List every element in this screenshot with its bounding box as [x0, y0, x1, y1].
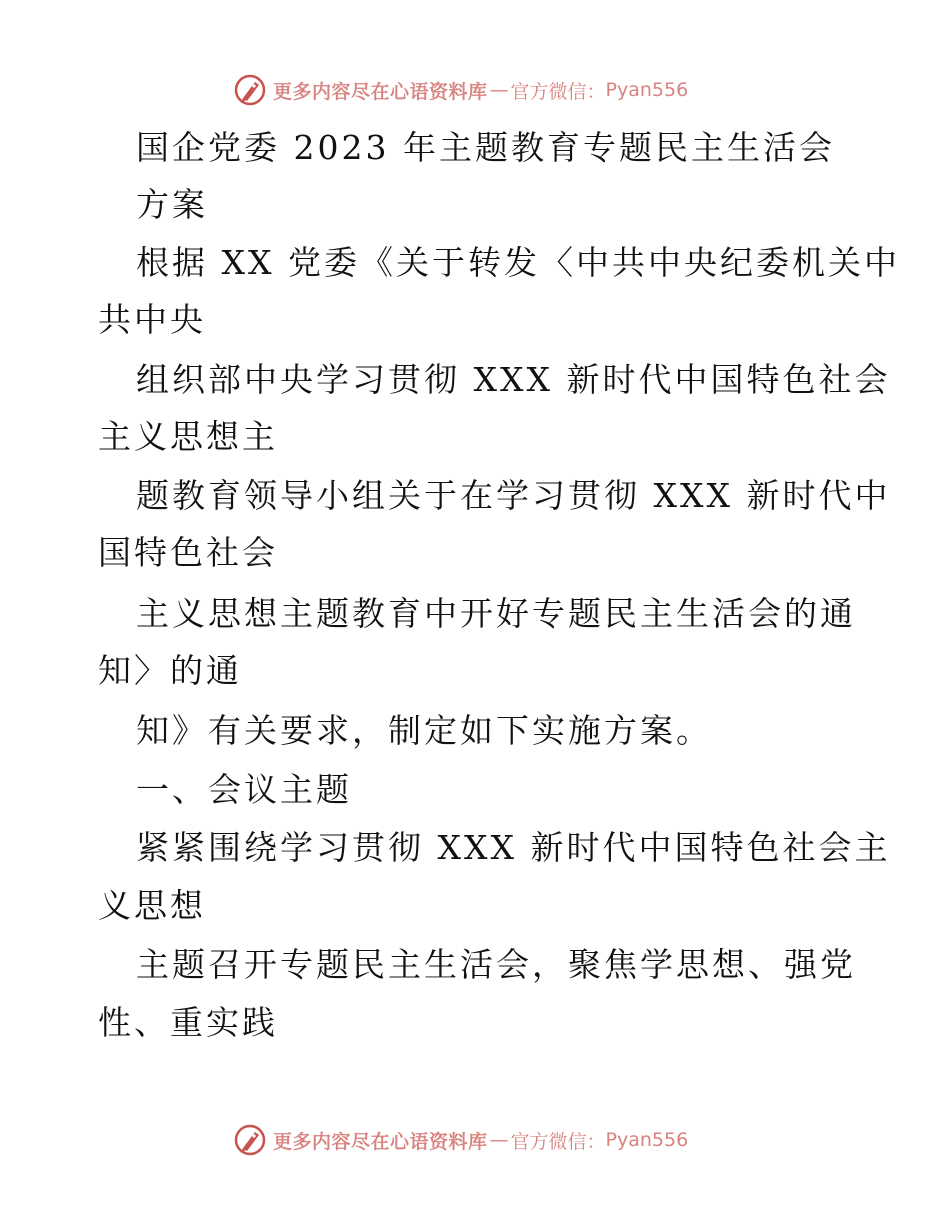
doc-line: 共中央: [98, 300, 206, 339]
doc-line: 知》有关要求，制定如下实施方案。: [136, 711, 712, 750]
doc-line: 主义思想主: [98, 417, 278, 456]
doc-line: 主题召开专题民主生活会，聚焦学思想、强党: [136, 945, 856, 984]
doc-line: 性、重实践: [98, 1003, 278, 1042]
watermark-wechat-label: 官方微信：: [510, 1130, 606, 1153]
doc-line: 根据 XX 党委《关于转发〈中共中央纪委机关中: [136, 243, 900, 282]
header-watermark: [233, 72, 688, 108]
watermark-label: 更多内容尽在心语资料库: [273, 80, 488, 103]
watermark-wechat-label: 官方微信：: [510, 80, 606, 103]
pen-nib-seal-icon: [233, 1123, 267, 1157]
section-heading: 一、会议主题: [136, 770, 352, 809]
doc-line: 义思想: [98, 886, 206, 925]
pen-nib-seal-icon: [233, 73, 267, 107]
doc-line: 国特色社会: [98, 533, 278, 572]
watermark-handle: Pyan556: [605, 79, 689, 101]
doc-line: 主义思想主题教育中开好专题民主生活会的通: [136, 594, 856, 633]
doc-line: 题教育领导小组关于在学习贯彻 XXX 新时代中: [136, 476, 891, 515]
doc-title-line-1: 国企党委 2023 年主题教育专题民主生活会: [136, 128, 835, 167]
watermark-dash: —: [489, 79, 509, 101]
doc-line: 紧紧围绕学习贯彻 XXX 新时代中国特色社会主: [136, 828, 891, 867]
doc-line: 组织部中央学习贯彻 XXX 新时代中国特色社会: [136, 360, 891, 399]
watermark-label: 更多内容尽在心语资料库: [273, 1130, 488, 1153]
watermark-dash: —: [489, 1129, 509, 1151]
doc-line: 知〉的通: [98, 651, 242, 690]
watermark-handle: Pyan556: [605, 1129, 689, 1151]
footer-watermark: [233, 1122, 688, 1158]
doc-title-line-2: 方案: [136, 185, 208, 224]
